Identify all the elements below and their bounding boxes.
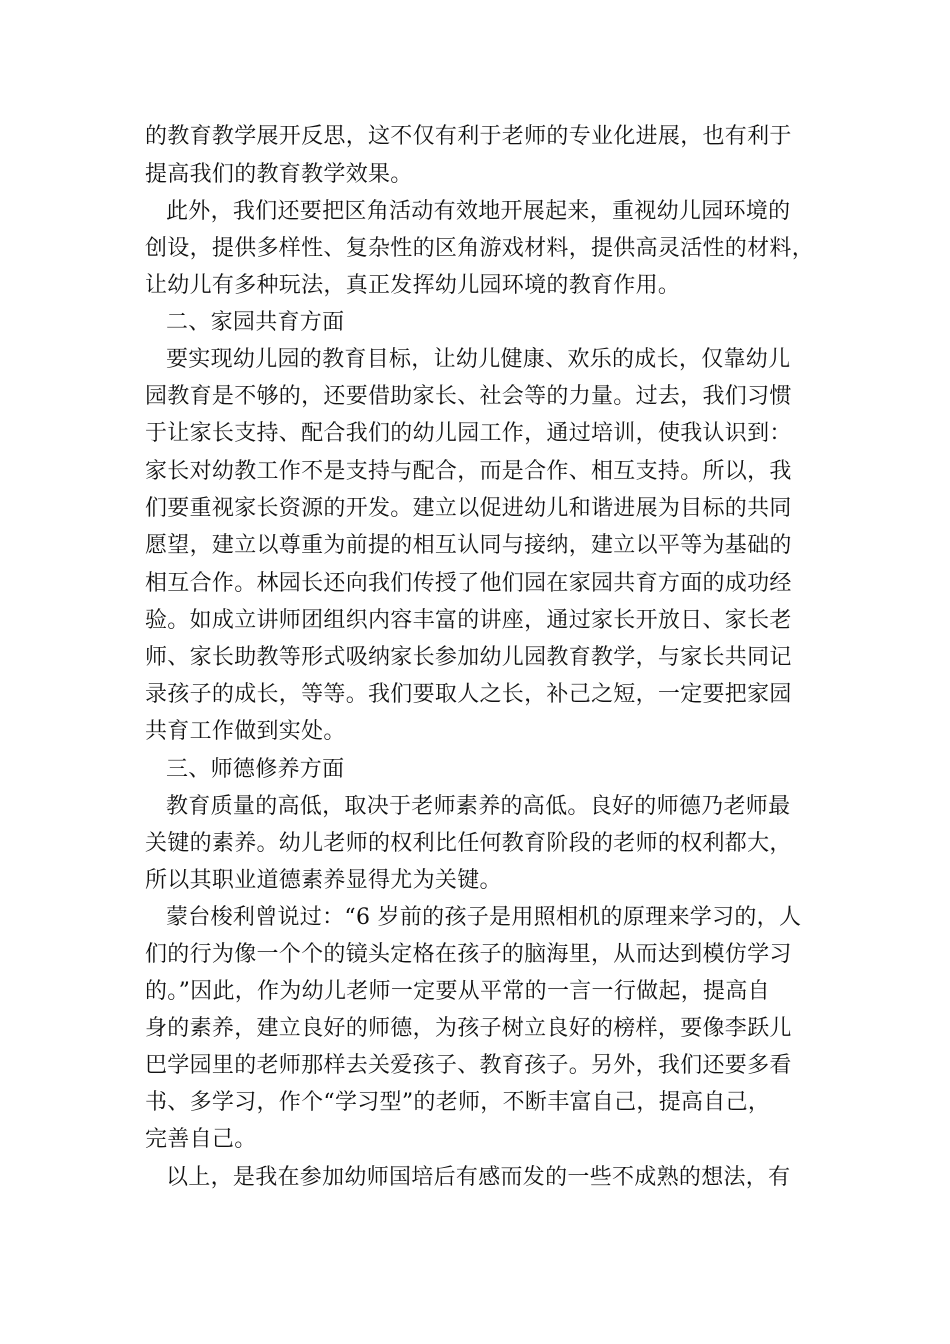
text-line: 家长对幼教工作不是支持与配合，而是合作、相互支持。所以，我 <box>145 459 792 484</box>
text-line: 书、多学习，作个“学习型”的老师，不断丰富自己，提高自己， <box>145 1090 771 1115</box>
text-line: 的。”因此，作为幼儿老师一定要从平常的一言一行做起，提高自 <box>145 979 770 1004</box>
paragraph-start-line: 此外，我们还要把区角活动有效地开展起来，重视幼儿园环境的 <box>166 199 791 224</box>
text-line: 相互合作。林园长还向我们传授了他们园在家园共育方面的成功经 <box>145 571 792 596</box>
text-line: 录孩子的成长，等等。我们要取人之长，补己之短，一定要把家园 <box>145 682 792 707</box>
text-line: 所以其职业道德素养显得尤为关键。 <box>145 868 502 893</box>
text-line: 身的素养，建立良好的师德，为孩子树立良好的榜样，要像李跃儿 <box>145 1016 792 1041</box>
section-heading: 二、家园共育方面 <box>166 310 345 335</box>
text-line: 于让家长支持、配合我们的幼儿园工作，通过培训，使我认识到： <box>145 421 792 446</box>
text-line: 让幼儿有多种玩法，真正发挥幼儿园环境的教育作用。 <box>145 273 681 298</box>
paragraph-start-line: 蒙台梭利曾说过：“6 岁前的孩子是用照相机的原理来学习的，人 <box>166 905 802 930</box>
paragraph-start-line: 要实现幼儿园的教育目标，让幼儿健康、欢乐的成长，仅靠幼儿 <box>166 347 791 372</box>
text-line: 共育工作做到实处。 <box>145 719 346 744</box>
text-line: 验。如成立讲师团组织内容丰富的讲座，通过家长开放日、家长老 <box>145 608 792 633</box>
text-line: 关键的素养。幼儿老师的权利比任何教育阶段的老师的权利都大， <box>145 831 792 856</box>
paragraph-start-line: 以上，是我在参加幼师国培后有感而发的一些不成熟的想法，有 <box>166 1165 791 1190</box>
text-line: 园教育是不够的，还要借助家长、社会等的力量。过去，我们习惯 <box>145 384 792 409</box>
text-line: 师、家长助教等形式吸纳家长参加幼儿园教育教学，与家长共同记 <box>145 645 792 670</box>
text-line: 巴学园里的老师那样去关爱孩子、教育孩子。另外，我们还要多看 <box>145 1053 792 1078</box>
text-line: 愿望，建立以尊重为前提的相互认同与接纳，建立以平等为基础的 <box>145 533 792 558</box>
text-line: 们要重视家长资源的开发。建立以促进幼儿和谐进展为目标的共同 <box>145 496 792 521</box>
section-heading: 三、师德修养方面 <box>166 757 345 782</box>
text-line: 创设，提供多样性、复杂性的区角游戏材料，提供高灵活性的材料， <box>145 236 815 261</box>
text-line: 完善自己。 <box>145 1127 257 1152</box>
text-line: 们的行为像一个个的镜头定格在孩子的脑海里，从而达到模仿学习 <box>145 942 792 967</box>
paragraph-start-line: 教育质量的高低，取决于老师素养的高低。良好的师德乃老师最 <box>166 794 791 819</box>
text-line: 提高我们的教育教学效果。 <box>145 162 413 187</box>
text-line: 的教育教学展开反思，这不仅有利于老师的专业化进展，也有利于 <box>145 124 792 149</box>
